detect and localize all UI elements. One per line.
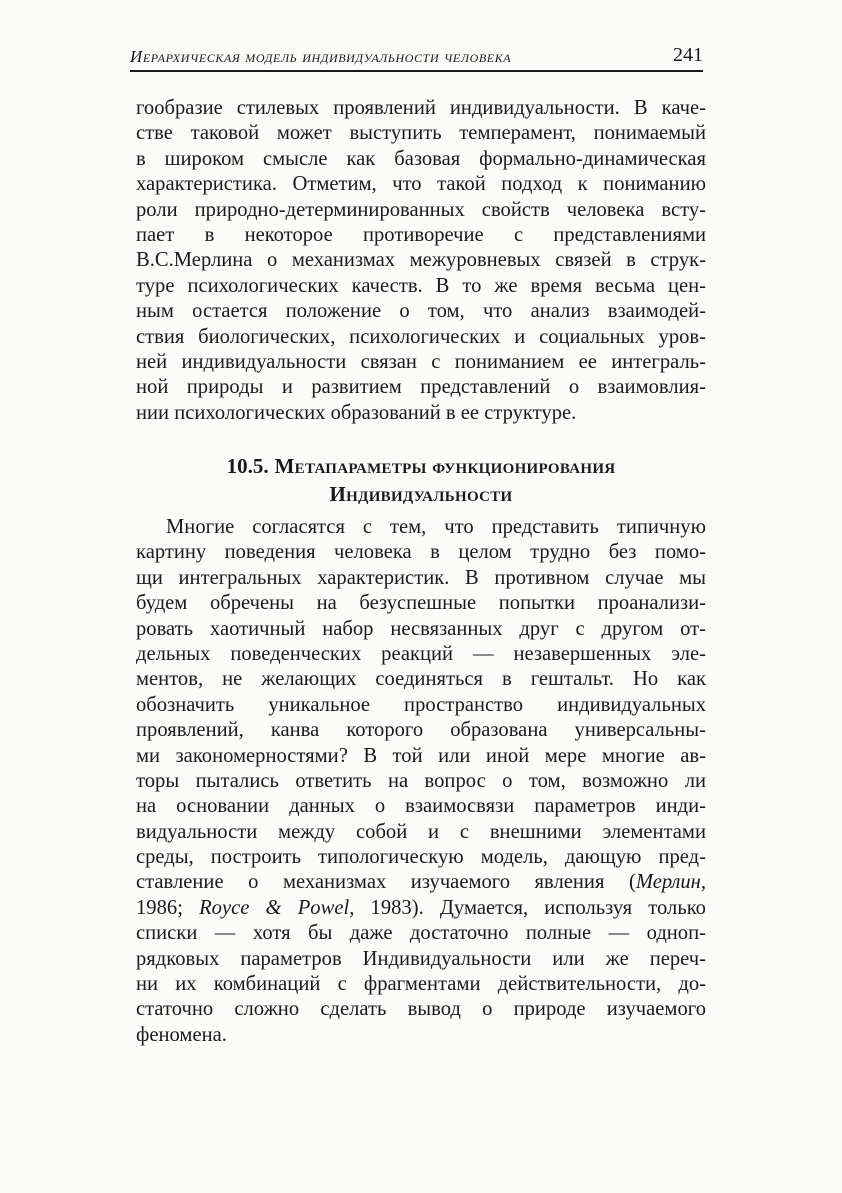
text-line: на основании данных о взаимосвязи параметров инди- (136, 795, 706, 818)
text-fragment: 1986; (136, 896, 200, 919)
text-line: обозначить уникальное пространство индивидуальных (136, 693, 706, 716)
section-number: 10.5. (226, 454, 269, 478)
text-line: ми закономерностями? В той или иной мере многие ав- (136, 744, 706, 767)
text-line: ни их комбинаций с фрагментами действительности, до- (136, 973, 706, 996)
text-line: среды, построить типологическую модель, дающую пред- (136, 846, 706, 869)
citation-author: Мерлин, (635, 871, 706, 894)
text-line: дельных поведенческих реакций — незавершенных эле- (136, 642, 706, 665)
running-title: Иерархическая модель индивидуальности человека (130, 47, 512, 66)
text-line: рядковых параметров Индивидуальности или же переч- (136, 947, 706, 970)
text-line: роли природно-детерминированных свойств человека всту- (136, 198, 706, 221)
text-line: ровать хаотичный набор несвязанных друг с другом от- (136, 617, 706, 640)
text-line: ментов, не желающих соединяться в гештальт. Но как (136, 668, 706, 691)
running-header (130, 44, 703, 72)
text-line: пает в некоторое противоречие с представлениями (136, 223, 706, 246)
text-line: характеристика. Отметим, что такой подход к пониманию (136, 173, 706, 196)
text-line: видуальности между собой и с внешними элементами (136, 820, 706, 843)
page-number: 241 (673, 44, 703, 66)
text-line-with-citation (136, 896, 706, 921)
section-heading-line-1 (136, 452, 706, 480)
text-line: феномена. (136, 1023, 227, 1046)
text-line-with-citation (136, 870, 706, 895)
text-fragment: ставление о механизмах изучаемого явления ( (136, 871, 636, 894)
text-line: статочно сложно сделать вывод о природе изучаемого (136, 998, 706, 1021)
text-line: в широком смысле как базовая формально-динамическая (136, 147, 706, 170)
section-title-part-2: Индивидуальности (329, 482, 513, 506)
text-line: Многие согласятся с тем, что представить типичную (166, 516, 706, 538)
text-line: списки — хотя бы даже достаточно полные — одноп- (136, 922, 706, 945)
text-fragment: , 1983). Думается, используя только (349, 896, 706, 919)
citation-author: Royce & Powel (199, 896, 350, 919)
paragraph-main (136, 515, 706, 1048)
text-line: будем обречены на безуспешные попытки проанализи- (136, 592, 706, 615)
section-title-part-1: Метапараметры функционирования (274, 454, 616, 478)
section-heading (136, 452, 706, 508)
text-line: ной природы и развитием представлений о взаимовлия- (136, 376, 706, 399)
text-line: гообразие стилевых проявлений индивидуальности. В каче- (136, 97, 706, 119)
text-line: туре психологических качеств. В то же время весьма цен- (136, 274, 706, 297)
text-line: торы пытались ответить на вопрос о том, возможно ли (136, 769, 706, 792)
text-line: проявлений, канва которого образована универсальны- (136, 719, 706, 742)
text-line: ней индивидуальности связан с пониманием ее интеграль- (136, 350, 706, 373)
text-line: ствия биологических, психологических и социальных уров- (136, 325, 706, 348)
text-line: картину поведения человека в целом трудно без помо- (136, 541, 706, 564)
paragraph-continued (136, 96, 706, 426)
text-line: стве таковой может выступить темперамент, понимаемый (136, 122, 706, 145)
text-line: нии психологических образований в ее структуре. (136, 401, 577, 424)
text-line: ным остается положение о том, что анализ взаимодей- (136, 300, 706, 323)
text-line: В.С.Мерлина о механизмах межуровневых связей в струк- (136, 249, 706, 272)
text-line: щи интегральных характеристик. В противном случае мы (136, 566, 706, 589)
